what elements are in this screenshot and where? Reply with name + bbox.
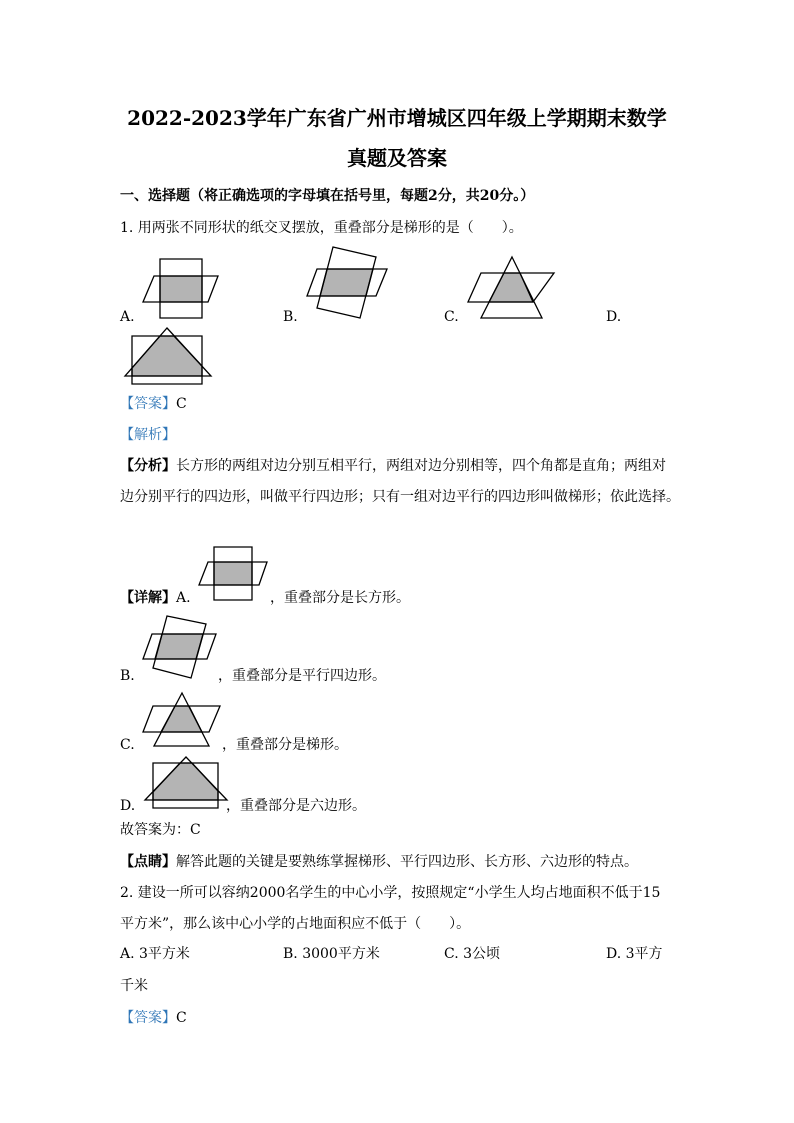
q1-figure-c (468, 257, 554, 318)
detail-figure-a (199, 547, 267, 600)
detail-tag: 【详解】 (120, 590, 176, 606)
q1-fenxi-line2: 边分别平行的四边形，叫做平行四边形；只有一组对边平行的四边形叫做梯形；依此选择。 (120, 489, 680, 505)
doc-title-line2: 真题及答案 (347, 146, 447, 170)
q2-stem-line2: 平方米”，那么该中心小学的占地面积应不低于（ ）。 (120, 916, 471, 932)
q1-option-d-label: D. (606, 309, 622, 325)
q1-dianjing (120, 853, 638, 871)
q2-stem-line1: 2. 建设一所可以容纳2000名学生的中心小学，按照规定“小学生人均占地面积不低于15 (120, 885, 661, 901)
q2-option-b: B. 3000平方米 (283, 946, 380, 962)
q1-stem: 1. 用两张不同形状的纸交叉摆放，重叠部分是梯形的是（ ）。 (120, 220, 523, 236)
q2-option-d: D. 3平方 (606, 946, 663, 962)
fenxi-tag: 【分析】 (120, 458, 176, 474)
q1-analysis-tag: 【解析】 (120, 427, 176, 443)
q2-answer (120, 1009, 187, 1027)
detail-c-label: C. (120, 737, 135, 753)
section-heading: 一、选择题（将正确选项的字母填在括号里，每题2分，共20分。） (120, 188, 535, 204)
q1-answer (120, 395, 187, 413)
q1-conclusion: 故答案为：C (120, 822, 201, 838)
dianjing-tag: 【点睛】 (120, 854, 176, 870)
dianjing-text: 解答此题的关键是要熟练掌握梯形、平行四边形、长方形、六边形的特点。 (176, 854, 638, 870)
detail-figure-b (143, 616, 216, 678)
detail-d-label: D. (120, 798, 136, 814)
fenxi-text: 长方形的两组对边分别互相平行，两组对边分别相等，四个角都是直角；两组对 (176, 458, 666, 474)
detail-c-text: ，重叠部分是梯形。 (222, 737, 348, 753)
answer-value: C (176, 1010, 187, 1026)
answer-value: C (176, 396, 187, 412)
detail-figure-c (143, 693, 220, 746)
detail-b-text: ，重叠部分是平行四边形。 (218, 668, 386, 684)
detail-d-text: ，重叠部分是六边形。 (226, 798, 366, 814)
q2-option-a: A. 3平方米 (120, 946, 190, 962)
detail-a-letter: A. (176, 590, 191, 606)
q1-figure-a (143, 259, 218, 318)
q1-fenxi-line1 (120, 457, 666, 475)
detail-a-text: ，重叠部分是长方形。 (270, 590, 410, 606)
detail-figure-d (145, 757, 227, 808)
q1-option-b-label: B. (283, 309, 298, 325)
q2-option-c: C. 3公顷 (444, 946, 501, 962)
doc-title-line1: 2022-2023学年广东省广州市增城区四年级上学期期末数学 (127, 106, 667, 130)
detail-b-label: B. (120, 668, 135, 684)
q1-figure-d (125, 328, 211, 384)
detail-a-label (120, 589, 191, 607)
answer-tag: 【答案】 (120, 396, 176, 412)
q1-option-a-label: A. (120, 309, 135, 325)
q1-figure-b (307, 247, 387, 318)
q2-option-d-wrap: 千米 (120, 978, 148, 994)
q1-option-c-label: C. (444, 309, 459, 325)
answer-tag: 【答案】 (120, 1010, 176, 1026)
